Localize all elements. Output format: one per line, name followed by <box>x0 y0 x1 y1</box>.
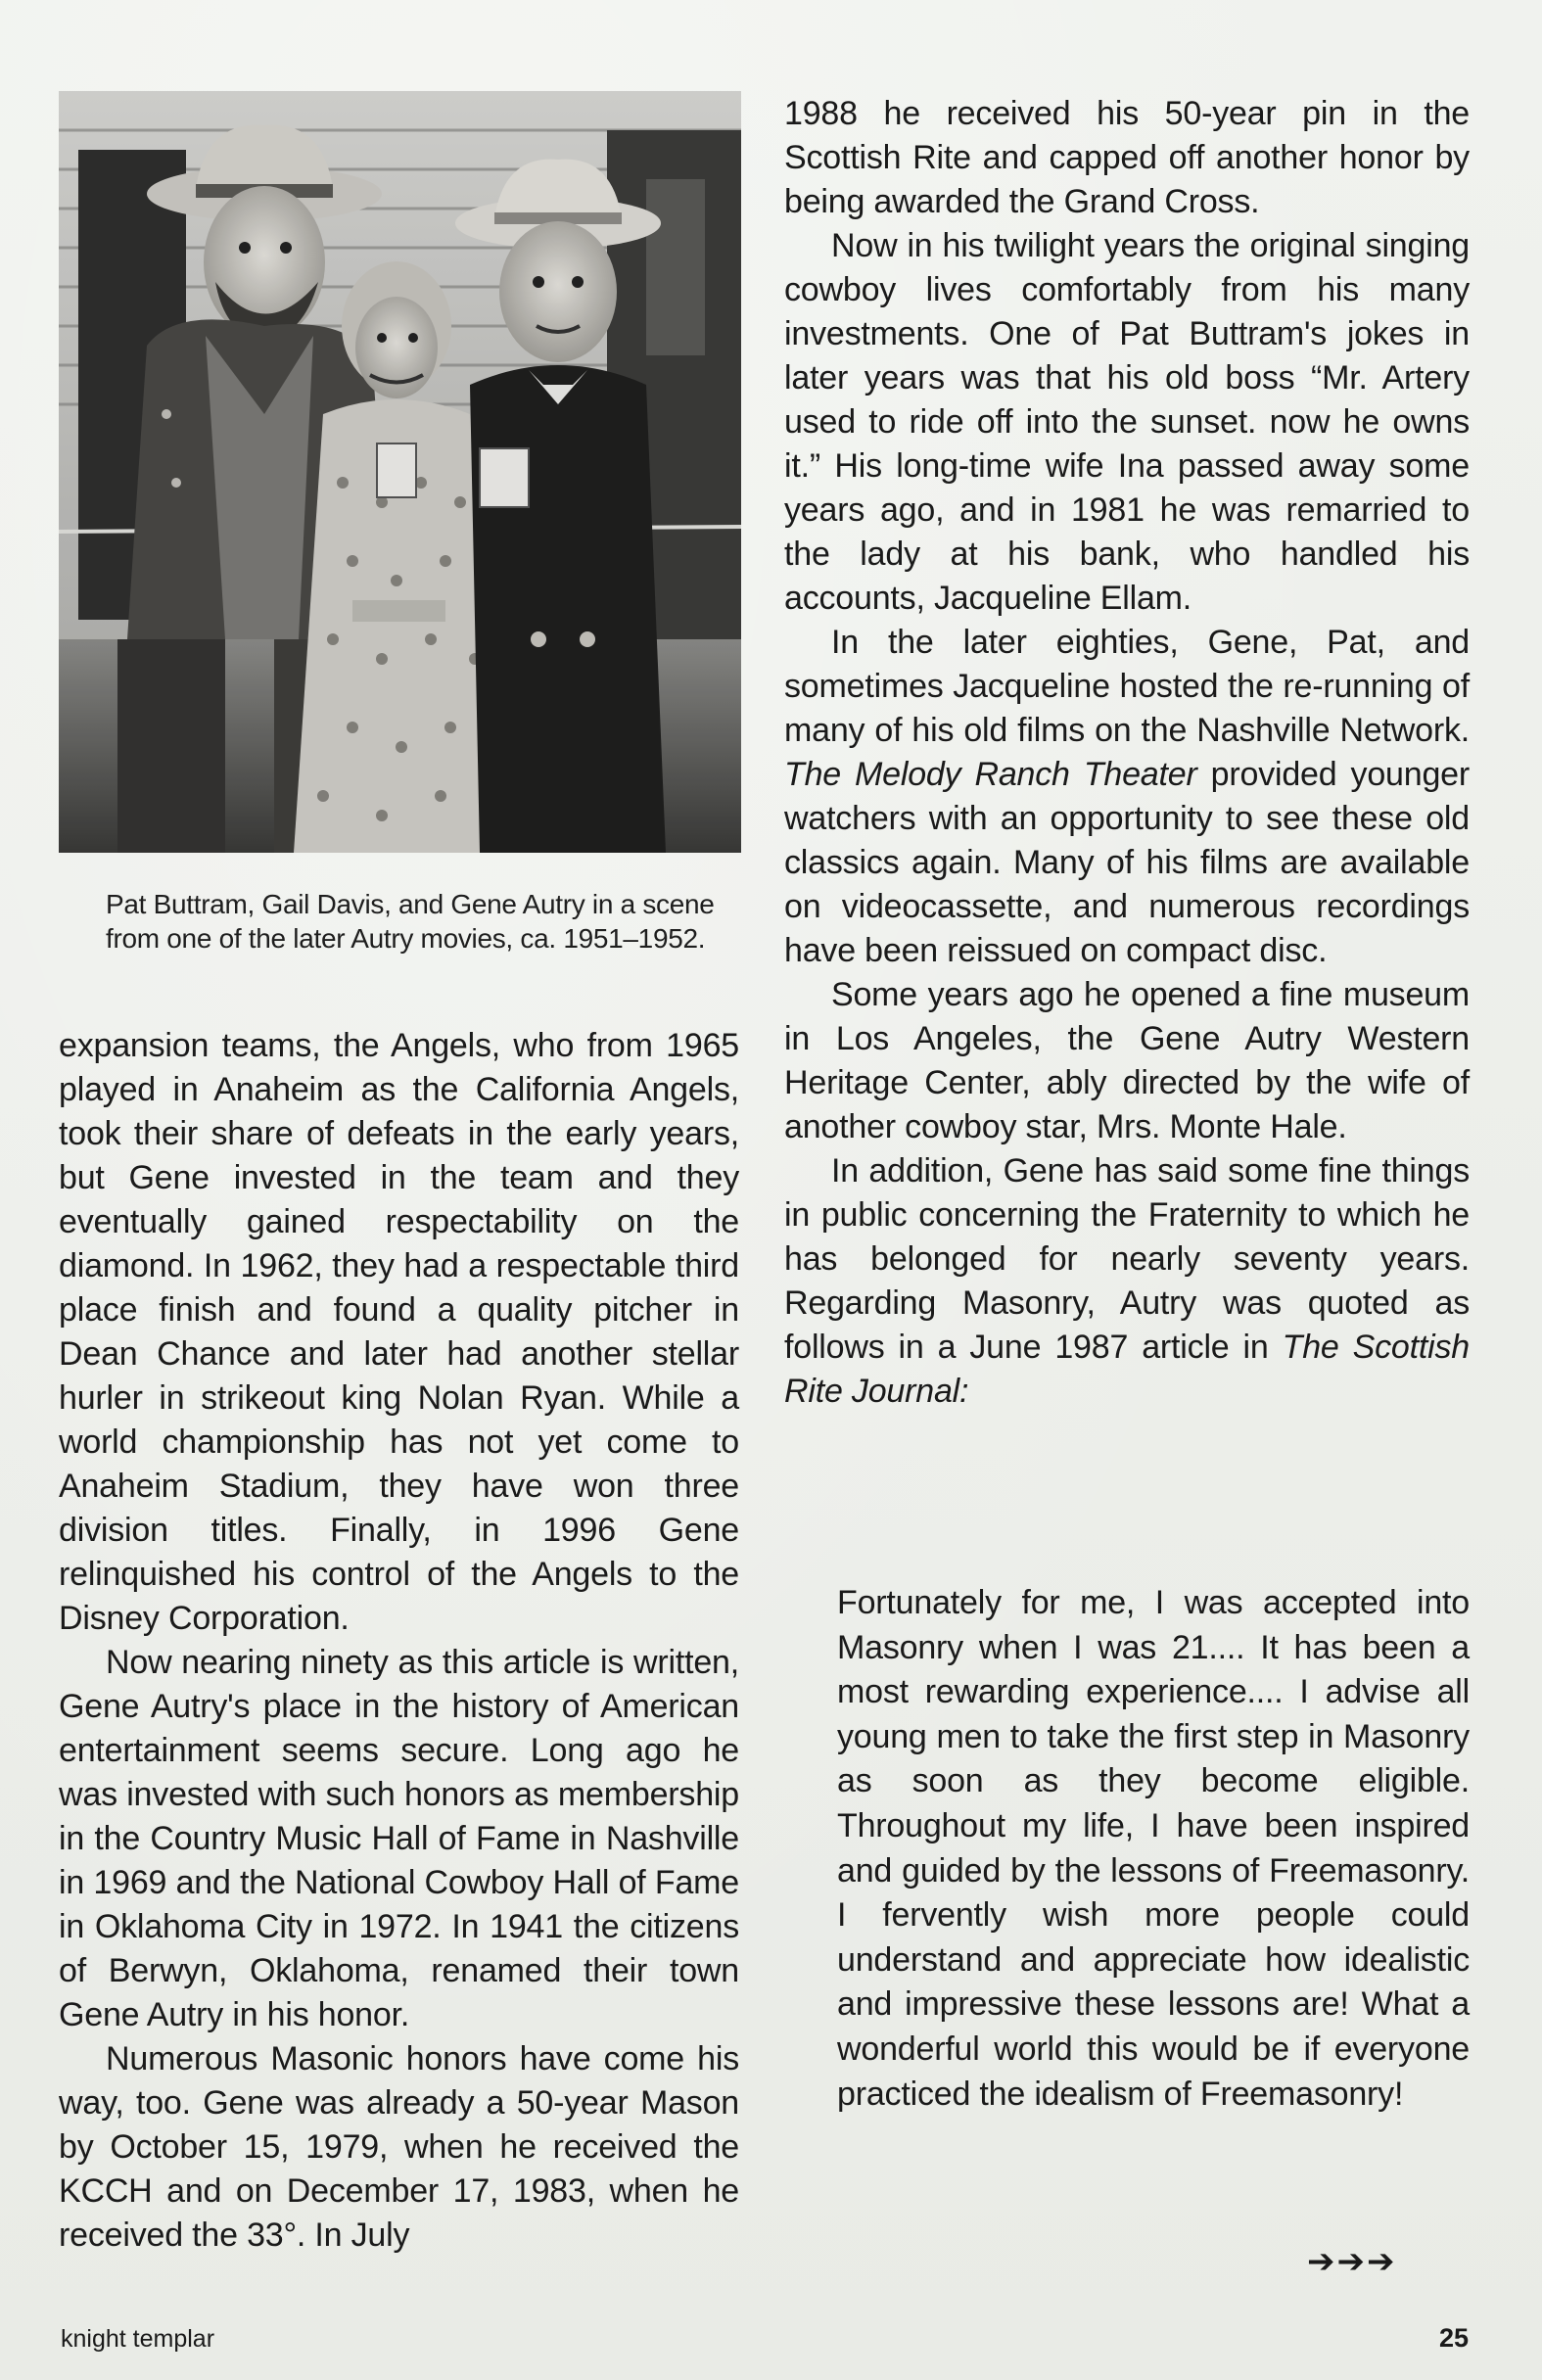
right-paragraph-5-text: In addition, Gene has said some fine things in public concerning the Fraternity to which he has belonged for nearly seventy years. Regarding Masonry, Autry was quoted as follows in a June 1987 article in <box>784 1152 1470 1366</box>
left-paragraph-2: Now nearing ninety as this article is written, Gene Autry's place in the history of American entertainment seems secure. Long ago he was invested with such honors as membership in the Country Music Hall of Fame in Nashville in 1969 and the National Cowboy Hall of Fame in Oklahoma City in 1972. In 1941 the citizens of Berwyn, Oklahoma, renamed their town Gene Autry in his honor. <box>59 1644 739 2033</box>
right-column <box>784 92 1470 1414</box>
photo-cowboy-scene <box>59 91 741 853</box>
right-paragraph-3 <box>784 621 1470 973</box>
right-paragraph-3-text-a: In the later eighties, Gene, Pat, and sometimes Jacqueline hosted the re-running of many of his old films on the Nashville Network. <box>784 624 1470 749</box>
right-paragraph-2: Now in his twilight years the original singing cowboy lives comfortably from his many investments. One of Pat Buttram's jokes in later years was that his old boss “Mr. Artery used to ride off into the sunset. now he owns it.” His long-time wife Ina passed away some years ago, and in 1981 he was remarried to the lady at his bank, who handled his accounts, Jacqueline Ellam. <box>784 227 1470 617</box>
journal-title: The Scottish Rite Journal: <box>784 1329 1470 1410</box>
right-paragraph-1: 1988 he received his 50-year pin in the Scottish Rite and capped off another honor by being awarded the Grand Cross. <box>784 95 1470 220</box>
continue-arrows-icon: ➔➔➔ <box>1307 2243 1397 2280</box>
photo-caption: Pat Buttram, Gail Davis, and Gene Autry in a scene from one of the later Autry movies, ca. 1951–1952. <box>106 889 715 954</box>
right-paragraph-4: Some years ago he opened a fine museum in Los Angeles, the Gene Autry Western Heritage Center, ably directed by the wife of another cowboy star, Mrs. Monte Hale. <box>784 976 1470 1145</box>
quote-text: Fortunately for me, I was accepted into Masonry when I was 21.... It has been a most rewarding experience.... I advise all young men to take the first step in Masonry as soon as they become eligible. Throughout my life, I have been inspired and guided by the lessons of Freemasonry. I fervently wish more people could understand and appreciate how idealistic and impressive these lessons are! What a wonderful world this would be if everyone practiced the idealism of Freemasonry! <box>837 1584 1470 2113</box>
publication-name: knight templar <box>61 2325 215 2353</box>
right-paragraph-3-text-b: provided younger watchers with an opportunity to see these old classics again. Many of his films are available on videocassette, and numerous recordings have been reissued on compact disc. <box>784 756 1470 969</box>
photo-illustration <box>59 91 741 853</box>
melody-ranch-title: The Melody Ranch Theater <box>784 756 1197 793</box>
left-paragraph-1: expansion teams, the Angels, who from 1965 played in Anaheim as the California Angels, took their share of defeats in the early years, but Gene invested in the team and they eventually gained respectability on the diamond. In 1962, they had a respectable third place finish and found a quality pitcher in Dean Chance and later had another stellar hurler in strikeout king Nolan Ryan. While a world championship has not yet come to Anaheim Stadium, they have won three division titles. Finally, in 1996 Gene relinquished his control of the Angels to the Disney Corporation. <box>59 1027 739 1637</box>
left-paragraph-3: Numerous Masonic honors have come his way, too. Gene was already a 50-year Mason by October 15, 1979, when he received the KCCH and on December 17, 1983, when he received the 33°. In July <box>59 2040 739 2254</box>
autry-quote <box>837 1581 1470 2117</box>
left-column <box>59 1024 739 2258</box>
right-paragraph-5 <box>784 1149 1470 1414</box>
page-number: 25 <box>1439 2323 1470 2353</box>
